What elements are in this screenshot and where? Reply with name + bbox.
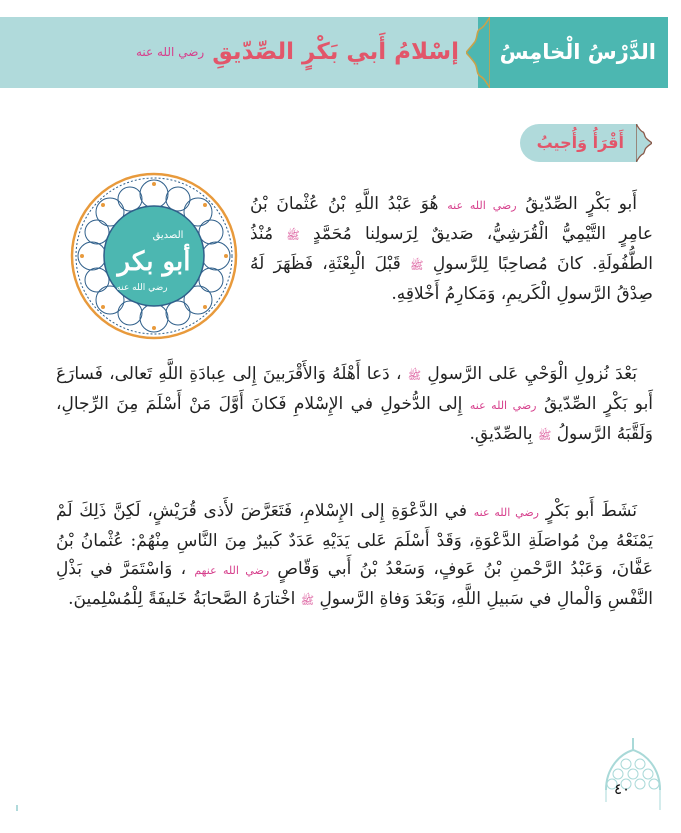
honorific-saw: ﷺ xyxy=(286,229,300,242)
text-segment: قَبْلَ الْبِعْثَةِ، فَظَهَرَ لَهُ صِدْقُ الرَّسولِ الْكَريمِ، وَمَكارِمُ أَخْلاقِهِ. xyxy=(250,254,653,304)
text-segment: ، وَاسْتَمَرَّ في بَذْلِ النَّفْسِ وَالْمالِ في سَبيلِ اللَّهِ، وَبَعْدَ وَفاةِ الرَّسولِ xyxy=(56,559,653,609)
mosque-dome-icon xyxy=(602,738,664,810)
honorific-ra: رضي الله عنه xyxy=(473,506,539,519)
honorific-saw: ﷺ xyxy=(407,369,422,382)
read-and-answer-label: أَقْرَأُ وَأُجيبُ xyxy=(536,133,624,152)
text-segment: أَبو بَكْرٍ الصِّدّيقُ xyxy=(525,194,638,214)
lesson-title xyxy=(136,17,459,88)
paragraph-2 xyxy=(56,360,653,450)
svg-text:أبو بكر: أبو بكر xyxy=(117,247,191,277)
honorific-ra: رضي الله عنه xyxy=(469,399,537,412)
text-segment: اخْتارَهُ الصَّحابَةُ خَليفَةً لِلْمُسْلِمينَ. xyxy=(68,589,296,609)
honorific-ra: رضي الله عنه xyxy=(447,199,517,212)
svg-text:الصديق: الصديق xyxy=(152,230,184,241)
page-number: ٤٠ xyxy=(614,780,631,798)
paragraph-3 xyxy=(56,497,653,615)
text-segment: إِلى الدُّخولِ في الإِسْلامِ فَكانَ أَوَّلَ مَنْ أَسْلَمَ مِنَ الرِّجالِ، وَلَقَّبَهُ الرَّسولُ xyxy=(56,394,653,444)
honorific-saw: ﷺ xyxy=(410,259,424,272)
honorific-saw: ﷺ xyxy=(537,429,552,442)
text-segment: هُوَ عَبْدُ اللَّهِ بْنُ عُثْمانَ بْنُ عامِرٍ التَّيْمِيُّ الْقُرَشِيُّ، صَديقٌ لِرَسولِنا مُحَمَّدٍ xyxy=(250,194,654,244)
ornamental-arch-icon xyxy=(636,124,652,162)
honorific-ra-plural: رضي الله عنهم xyxy=(194,564,270,577)
text-segment: في الدَّعْوَةِ إِلى الإِسْلامِ، فَتَعَرَّضَ لأَذى قُرَيْشٍ، لَكِنَّ ذَلِكَ لَمْ يَمْنَعْهُ مِنْ مُواصَلَةِ الدَّعْوَةِ، وَقَدْ أَسْلَمَ عَلى يَدَيْهِ عَدَدٌ كَبيرٌ مِنَ النَّاسِ مِنْهُمْ: عُثْمانُ بْنُ عَفَّانَ، وَعَبْدُ الرَّحْمنِ بْنُ عَوفٍ، وَسَعْدُ بْنُ أَبي وَقّاصٍ xyxy=(56,501,653,579)
text-segment: مُنْذُ الطُّفُولَةِ. كانَ مُصاحِبًا لِلرَّسولِ xyxy=(250,224,654,274)
text-segment: ، دَعا أَهْلَهُ وَالأَقْرَبينَ إِلى عِبادَةِ اللَّهِ تَعالى، فَسارَعَ أَبو بَكْرٍ الصِّدّيقُ xyxy=(56,364,654,414)
honorific-saw: ﷺ xyxy=(300,594,315,607)
text-segment: بِالصِّدّيقِ. xyxy=(469,424,533,444)
ornamental-arch-icon xyxy=(466,17,490,88)
svg-text:رضي الله عنه: رضي الله عنه xyxy=(116,283,168,293)
lesson-title-text: إسْلامُ أَبي بَكْرٍ الصِّدّيقِ xyxy=(212,39,459,65)
text-segment: بَعْدَ نُزولِ الْوَحْيِ عَلى الرَّسولِ xyxy=(427,364,638,384)
abu-bakr-calligraphy-medallion xyxy=(70,172,238,340)
lesson-label: الدَّرْسُ الْخامِسُ xyxy=(499,40,656,64)
paragraph-1 xyxy=(250,190,653,308)
read-and-answer-badge xyxy=(520,124,638,162)
margin-mark xyxy=(16,805,18,811)
lesson-number-badge xyxy=(478,17,668,88)
honorific-ra: رضي الله عنه xyxy=(135,45,205,59)
text-segment: نَشَطَ أَبو بَكْرٍ xyxy=(545,501,638,521)
